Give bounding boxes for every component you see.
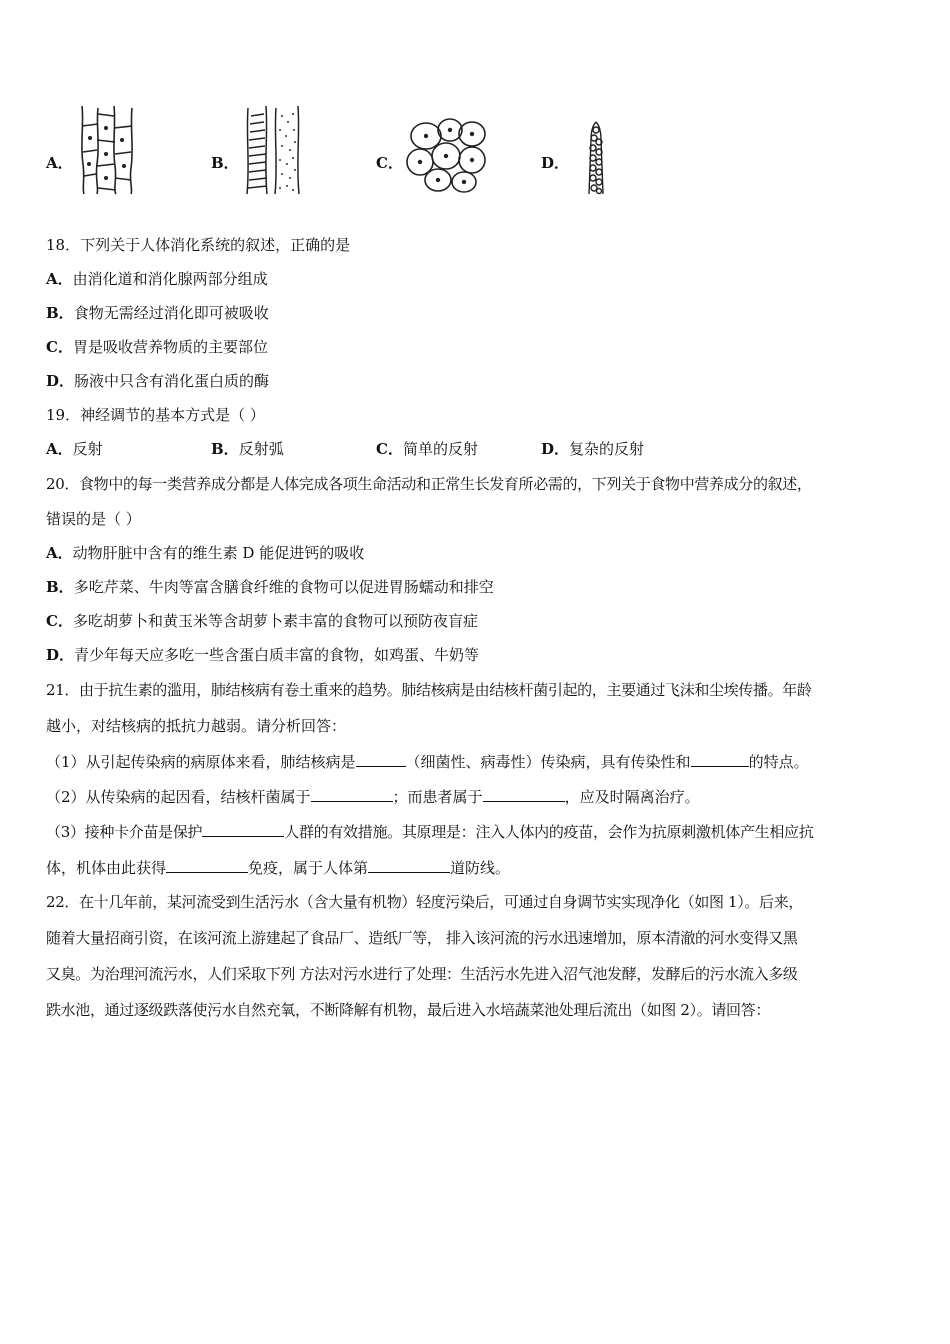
q18-option-a [46,269,268,289]
q18-option-a-letter: A． [46,270,73,288]
q21-part1-b: （细菌性、病毒性）传染病，具有传染性和 [405,753,691,771]
q18-option-d-text: 肠液中只含有消化蛋白质的酶 [74,372,270,390]
q18-stem: 18．下列关于人体消化系统的叙述，正确的是 [46,236,351,254]
q21-part3-blank3[interactable] [368,857,450,873]
option-b-label: B． [211,154,239,172]
figure-options-row [0,100,950,200]
q21-stem-line2: 越小，对结核病的抵抗力越弱。请分析回答： [46,717,347,735]
q21-part1-blank2[interactable] [691,751,749,767]
q21-part1-blank1[interactable] [356,751,406,767]
q22-line2: 随着大量招商引资，在该河流上游建起了食品厂、造纸厂等， 排入该河流的污水迅速增加，原本清澈的河水变得又黑 [46,929,798,947]
q21-stem-line1: 21．由于抗生素的滥用，肺结核病有卷土重来的趋势。肺结核病是由结核杆菌引起的，主要通过飞沫和尘埃传播。年龄 [46,681,812,699]
q20-option-a-letter: A． [46,544,73,562]
q19-option-d-text: 复杂的反射 [569,440,645,458]
q21-part1-c: 的特点。 [748,753,809,771]
q18-option-c [46,337,268,357]
q21-part3-blank2[interactable] [166,857,248,873]
q19-option-a-text: 反射 [72,440,103,458]
q21-part3-line2-a: 体，机体由此获得 [46,859,167,877]
q21-part3-line2-c: 道防线。 [450,859,511,877]
q20-option-a [46,543,364,563]
q19-option-b-letter: B． [211,440,239,458]
q18-option-a-text: 由消化道和消化腺两部分组成 [72,270,268,288]
q18-option-d [46,371,269,391]
q19-option-a-letter: A． [46,440,73,458]
q18-option-c-letter: C． [46,338,73,356]
q20-option-d-letter: D． [46,646,75,664]
epidermis-cells-icon [76,104,140,196]
q20-option-c-text: 多吃胡萝卜和黄玉米等含胡萝卜素丰富的食物可以预防夜盲症 [72,612,478,630]
q19-option-c [376,439,478,459]
q20-option-b [46,577,494,597]
q22-line3: 又臭。为治理河流污水，人们采取下列 方法对污水进行了处理：生活污水先进入沼气池发酵，发酵后的污水流入多级 [46,965,798,983]
q21-part2 [46,786,700,807]
q20-option-d-text: 青少年每天应多吃一些含蛋白质丰富的食物，如鸡蛋、牛奶等 [74,646,480,664]
q19-option-b [211,439,284,459]
q21-part3-b: 人群的有效措施。其原理是：注入人体内的疫苗，会作为抗原刺激机体产生相应抗 [284,823,814,841]
q18-option-d-letter: D． [46,372,75,390]
q18-option-b-text: 食物无需经过消化即可被吸收 [73,304,269,322]
q21-part2-b: ；而患者属于 [392,788,483,806]
q21-part3-line2-b: 免疫，属于人体第 [248,859,369,877]
q20-stem-line1: 20．食物中的每一类营养成分都是人体完成各项生命活动和正常生长发育所必需的，下列关于食物中营养成分的叙述， [46,475,812,493]
q19-option-a [46,439,103,459]
q21-part3-a: （3）接种卡介苗是保护 [46,823,203,841]
q19-option-c-letter: C． [376,440,403,458]
option-a-label: A． [46,154,73,172]
q20-option-a-text: 动物肝脏中含有的维生素 D 能促进钙的吸收 [72,544,365,562]
q19-option-d-letter: D． [541,440,570,458]
q22-line4: 跌水池，通过逐级跌落使污水自然充氧，不断降解有机物，最后进入水培蔬菜池处理后流出（如图 2）。请回答： [46,1001,770,1019]
q21-part1 [46,751,809,772]
q19-option-c-text: 简单的反射 [402,440,478,458]
q18-option-b [46,303,269,323]
q19-option-b-text: 反射弧 [238,440,284,458]
q21-part2-blank1[interactable] [311,786,393,802]
q21-part3-blank1[interactable] [202,821,284,837]
q20-option-b-letter: B． [46,578,74,596]
q19-option-d [541,439,644,459]
q18-option-b-letter: B． [46,304,74,322]
q19-stem: 19．神经调节的基本方式是（ ） [46,406,265,424]
q20-option-b-text: 多吃芹菜、牛肉等富含膳食纤维的食物可以促进胃肠蠕动和排空 [73,578,494,596]
vessel-cells-icon [240,104,306,196]
q21-part2-blank2[interactable] [483,786,565,802]
option-d-label: D． [541,154,570,172]
q21-part1-a: （1）从引起传染病的病原体来看，肺结核病是 [46,753,356,771]
q18-option-c-text: 胃是吸收营养物质的主要部位 [72,338,268,356]
q21-part2-a: （2）从传染病的起因看，结核杆菌属于 [46,788,311,806]
q20-stem-line2: 错误的是（ ） [46,510,141,528]
q21-part3-line2 [46,857,510,878]
q20-option-c-letter: C． [46,612,73,630]
option-c-label: C． [376,154,403,172]
q20-option-d [46,645,479,665]
q20-option-c [46,611,478,631]
round-cells-cluster-icon [404,116,492,194]
q22-line1: 22．在十几年前，某河流受到生活污水（含大量有机物）轻度污染后，可通过自身调节实实现净化（如图 1）。后来， [46,893,804,911]
filament-cells-icon [582,120,610,196]
q21-part3 [46,821,813,842]
q21-part2-c: ，应及时隔离治疗。 [564,788,700,806]
